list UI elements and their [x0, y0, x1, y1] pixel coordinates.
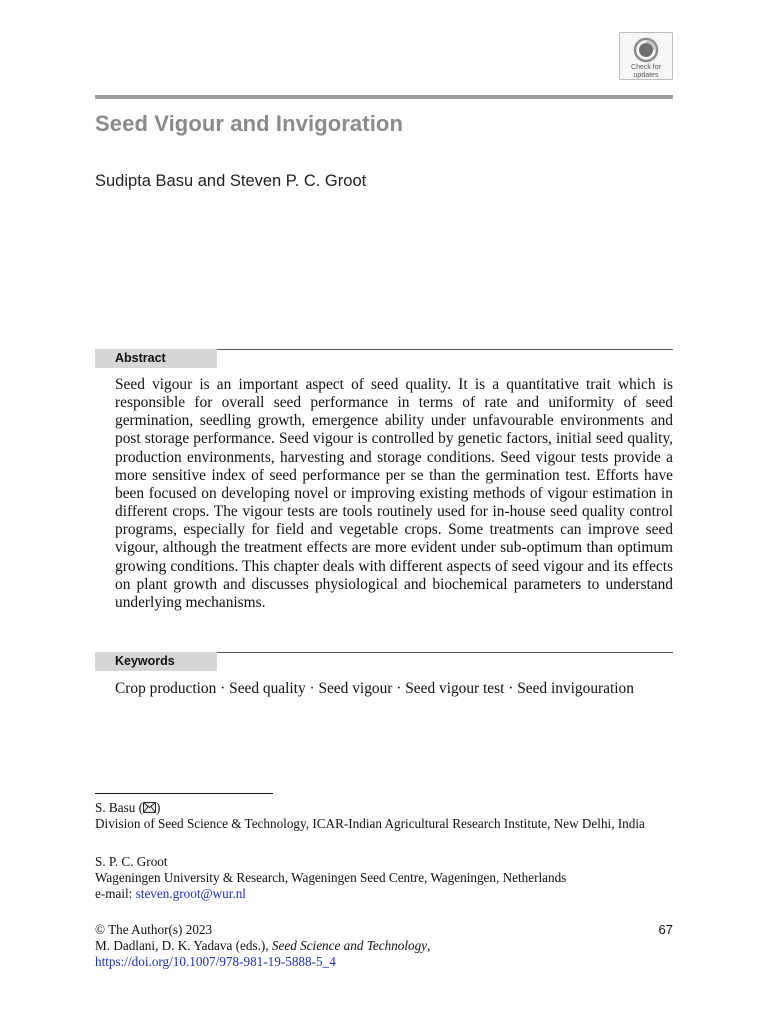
- abstract-heading: Abstract: [95, 349, 217, 368]
- copyright-line: © The Author(s) 2023: [95, 922, 213, 937]
- check-for-updates-badge[interactable]: [619, 32, 673, 80]
- citation-line: [95, 938, 673, 954]
- email-link[interactable]: steven.groot@wur.nl: [135, 885, 246, 901]
- author1-name-close: ): [156, 800, 161, 815]
- author1-name-line: [95, 800, 685, 816]
- keywords-heading: Keywords: [95, 652, 217, 671]
- author1-affiliation: [95, 800, 685, 832]
- keywords-text: Crop production · Seed quality · Seed vigour · Seed vigour test · Seed invigouration: [115, 680, 634, 697]
- badge-label-line2: updates: [633, 72, 659, 79]
- chapter-authors: Sudipta Basu and Steven P. C. Groot: [95, 172, 367, 190]
- envelope-icon[interactable]: [143, 802, 156, 813]
- author2-name: S. P. C. Groot: [95, 854, 168, 869]
- author1-name: S. Basu (: [95, 800, 143, 815]
- author2-institution: Wageningen University & Research, Wageningen Seed Centre, Wageningen, Netherlands: [95, 869, 567, 885]
- chapter-title: Seed Vigour and Invigoration: [95, 111, 403, 136]
- email-label: e-mail:: [95, 885, 136, 901]
- check-for-updates-icon: [633, 37, 659, 63]
- book-title: Seed Science and Technology: [271, 937, 428, 953]
- abstract-text: Seed vigour is an important aspect of seed quality. It is a quantitative trait which is responsible for overall seed performance in terms of rate and uniformity of seed germination, seedling growth, emergence ability under unfavourable environments and post storage performance. Seed vigour is controlled by genetic factors, initial seed quality, production environments, harvesting and storage conditions. Seed vigour tests provide a more sensitive index of seed performance per se than the germination test. Efforts have been focused on developing novel or improving existing methods of vigour estimation in different crops. The vigour tests are tools routinely used for in-house seed quality control programs, especially for field and vegetable crops. Some treatments can improve seed vigour, although the treatment effects are more evident under sub-optimum than optimum growing conditions. This chapter deals with different aspects of seed vigour and its effects on plant growth and discusses physiological and biochemical parameters to understand underlying mechanisms.: [115, 376, 673, 611]
- book-suffix: ,: [427, 937, 431, 953]
- editors: M. Dadlani, D. K. Yadava (eds.),: [95, 937, 272, 953]
- author1-institution: Division of Seed Science & Technology, ICAR-Indian Agricultural Research Institute, New Delhi, India: [95, 815, 645, 831]
- badge-label-line1: Check for: [631, 64, 661, 71]
- footnote-rule: [95, 793, 273, 794]
- header-rule: [95, 95, 673, 99]
- author2-email-line: [95, 886, 685, 902]
- author2-affiliation: [95, 854, 685, 901]
- copyright-block: [95, 922, 673, 969]
- doi-link[interactable]: https://doi.org/10.1007/978-981-19-5888-5_4: [95, 953, 336, 969]
- page-number: 67: [658, 922, 673, 937]
